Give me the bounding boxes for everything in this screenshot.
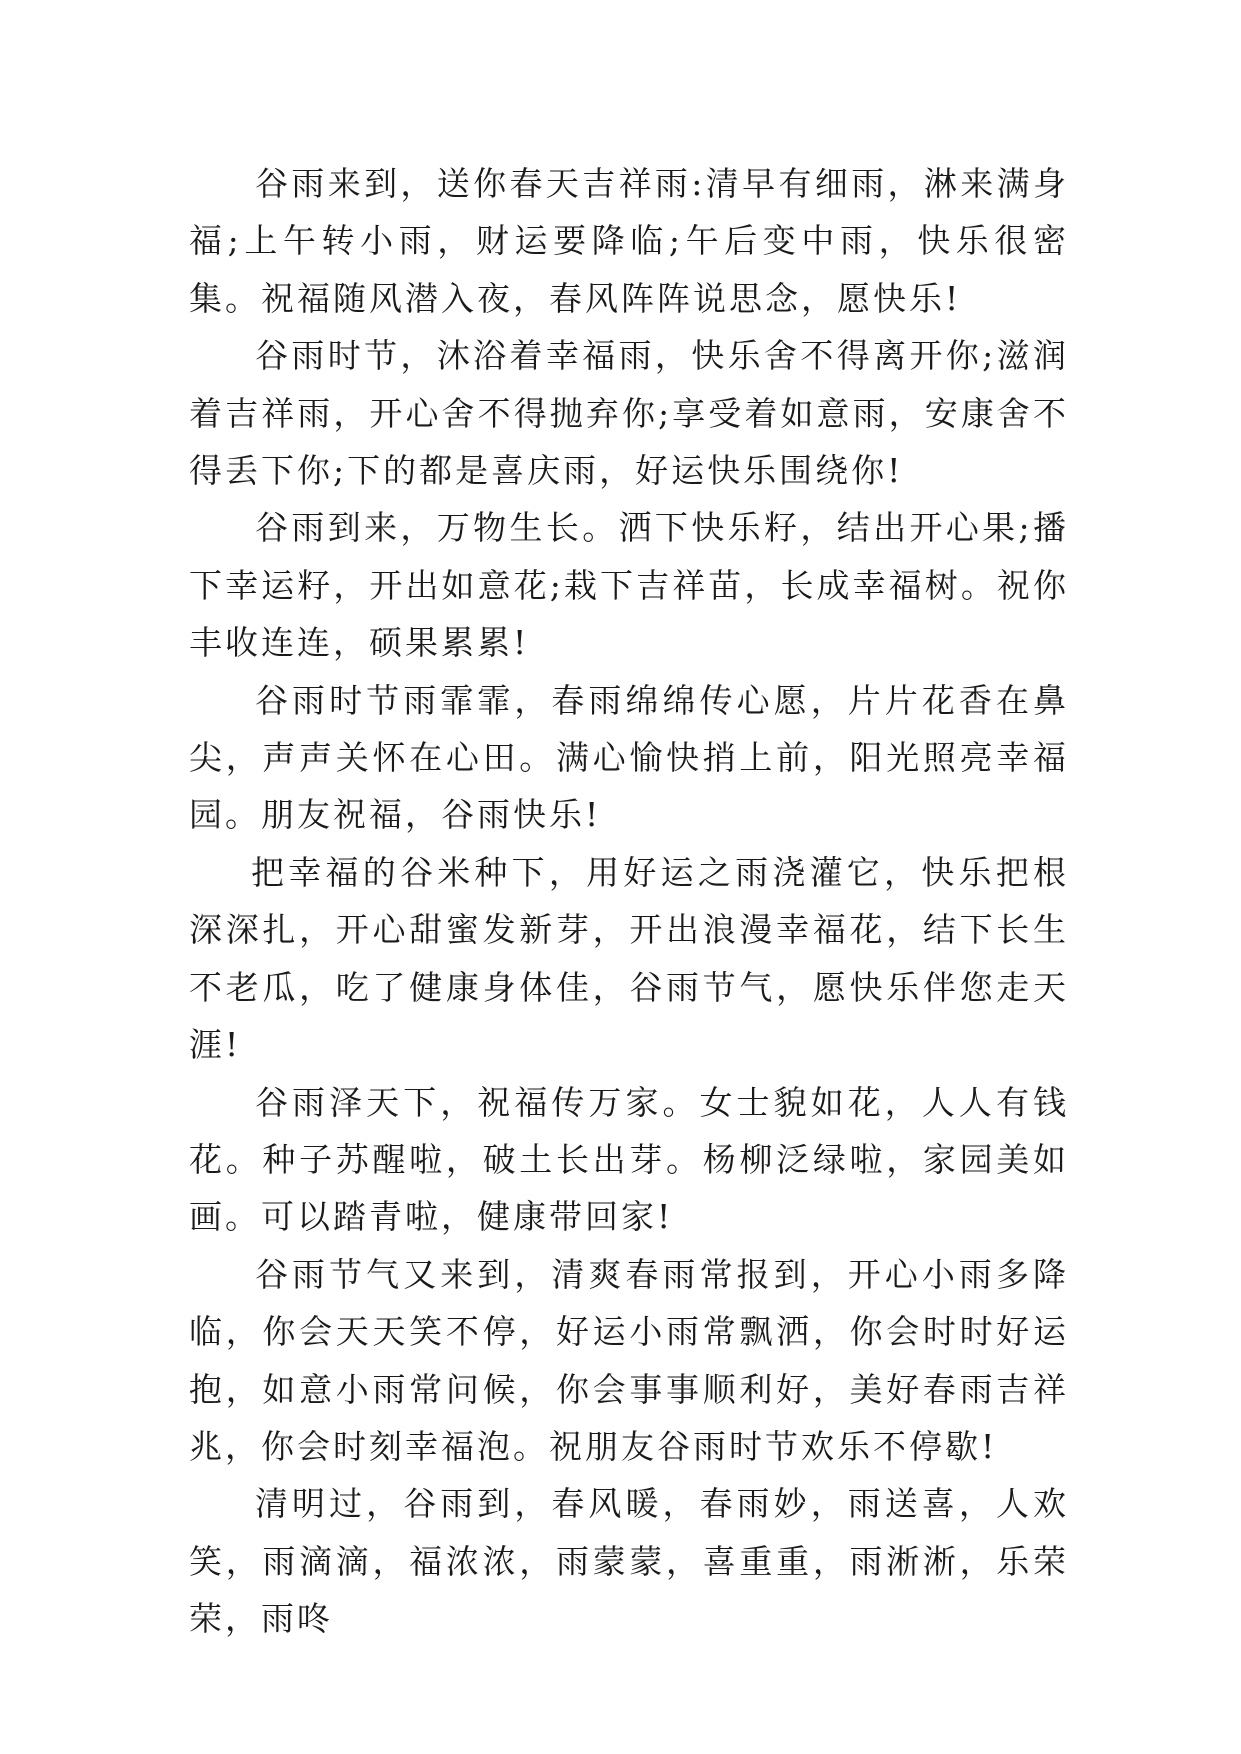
paragraph-5: 把幸福的谷米种下，用好运之雨浇灌它，快乐把根深深扎，开心甜蜜发新芽，开出浪漫幸福花，结下长生不老瓜，吃了健康身体佳，谷雨节气，愿快乐伴您走天涯!: [189, 852, 1069, 1065]
paragraph-4: 谷雨时节雨霏霏，春雨绵绵传心愿，片片花香在鼻尖，声声关怀在心田。满心愉快捎上前，阳光照亮幸福园。朋友祝福，谷雨快乐!: [189, 680, 1069, 835]
paragraph-3: 谷雨到来，万物生长。洒下快乐籽，结出开心果;播下幸运籽，开出如意花;栽下吉祥苗，长成幸福树。祝你丰收连连，硕果累累!: [189, 508, 1069, 663]
document-body: [189, 155, 1069, 1648]
paragraph-1: 谷雨来到，送你春天吉祥雨:清早有细雨，淋来满身福;上午转小雨，财运要降临;午后变中雨，快乐很密集。祝福随风潜入夜，春风阵阵说思念，愿快乐!: [189, 164, 1069, 318]
paragraph-8: 清明过，谷雨到，春风暖，春雨妙，雨送喜，人欢笑，雨滴滴，福浓浓，雨蒙蒙，喜重重，雨淅淅，乐荣荣，雨咚: [189, 1484, 1069, 1639]
paragraph-2: 谷雨时节，沐浴着幸福雨，快乐舍不得离开你;滋润着吉祥雨，开心舍不得抛弃你;享受着如意雨，安康舍不得丢下你;下的都是喜庆雨，好运快乐围绕你!: [189, 336, 1069, 491]
paragraph-6: 谷雨泽天下，祝福传万家。女士貌如花，人人有钱花。种子苏醒啦，破土长出芽。杨柳泛绿啦，家园美如画。可以踏青啦，健康带回家!: [189, 1082, 1069, 1237]
paragraph-7: 谷雨节气又来到，清爽春雨常报到，开心小雨多降临，你会天天笑不停，好运小雨常飘洒，你会时时好运抱，如意小雨常问候，你会事事顺利好，美好春雨吉祥兆，你会时刻幸福泡。祝朋友谷雨时节欢乐不停歇!: [189, 1254, 1069, 1466]
